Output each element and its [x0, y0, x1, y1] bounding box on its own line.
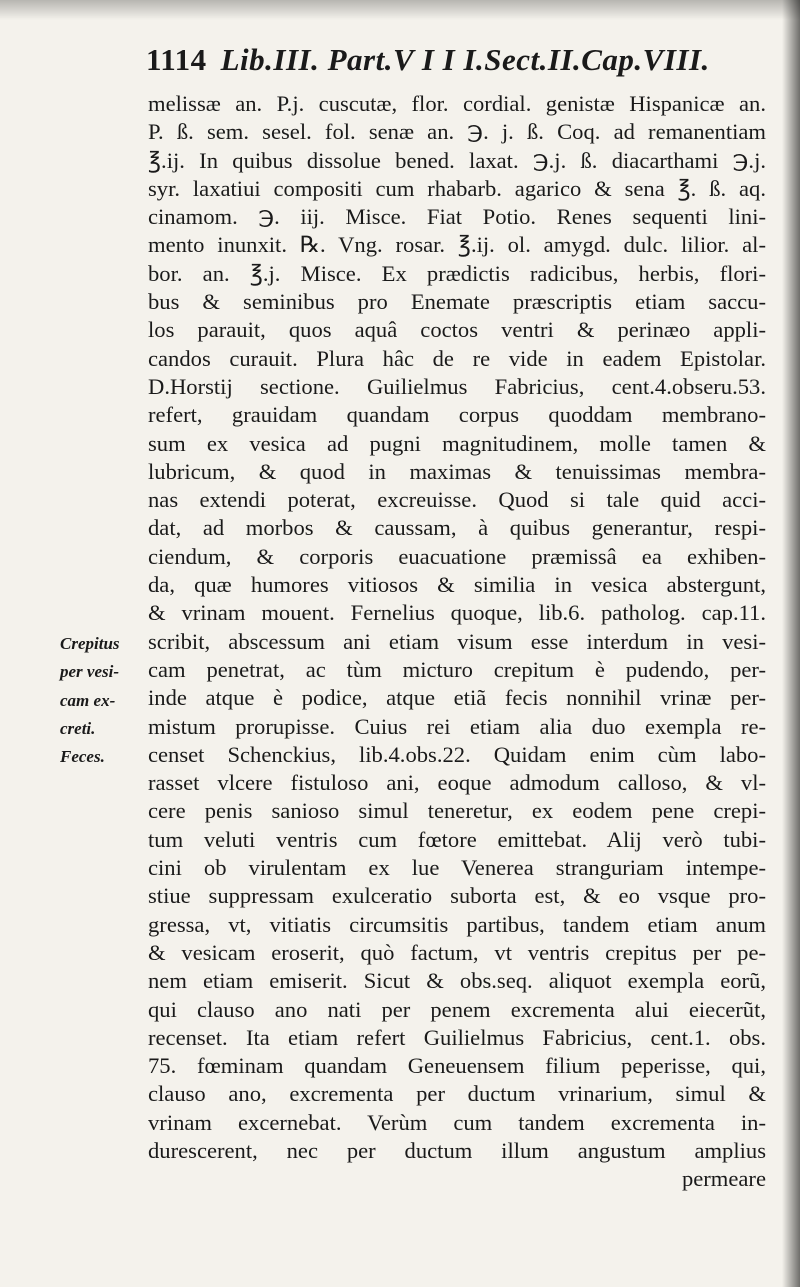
text-line: censet Schenckius, lib.4.obs.22. Quidam enim cùm labo-: [148, 741, 766, 767]
text-line: durescerent, nec per ductum illum angustum amplius: [148, 1137, 766, 1163]
text-line: cinamom. ℈. iij. Misce. Fiat Potio. Renes sequenti lini-: [148, 204, 766, 230]
text-line: cere penis sanioso simul teneretur, ex eodem pene crepi-: [148, 798, 766, 824]
text-line: bus & seminibus pro Enemate præscriptis etiam saccu-: [148, 289, 766, 315]
main-text-block: [148, 90, 766, 1194]
text-line: cini ob virulentam ex lue Venerea stranguriam intempe-: [148, 855, 766, 881]
running-header: [146, 42, 746, 78]
text-line: candos curauit. Plura hâc de re vide in eadem Epistolar.: [148, 345, 766, 371]
text-line: nem etiam emiserit. Sicut & obs.seq. aliquot exempla eorũ,: [148, 968, 766, 994]
text-line: P. ß. sem. sesel. fol. senæ an. ℈. j. ß. Coq. ad remanentiam: [148, 119, 766, 145]
page-gutter-shadow: [782, 0, 800, 1287]
margin-note-line: cam ex-: [60, 690, 116, 710]
text-line: syr. laxatiui compositi cum rhabarb. agarico & sena ℥. ß. aq.: [148, 175, 766, 201]
text-line: lubricum, & quod in maximas & tenuissimas membra-: [148, 458, 766, 484]
text-line: 75. fœminam quandam Geneuensem filium peperisse, qui,: [148, 1053, 766, 1079]
text-line: da, quæ humores vitiosos & similia in vesica abstergunt,: [148, 572, 766, 598]
text-line: ℥.ij. In quibus dissolue bened. laxat. ℈.j. ß. diacarthami ℈.j.: [148, 147, 766, 173]
text-line: recenset. Ita etiam refert Guilielmus Fabricius, cent.1. obs.: [148, 1024, 766, 1050]
margin-note-line: per vesi-: [60, 662, 120, 682]
text-line: nas extendi poterat, excreuisse. Quod si tale quid acci-: [148, 487, 766, 513]
margin-note-line: Crepitus: [60, 634, 120, 653]
text-line: D.Horstij sectione. Guilielmus Fabricius, cent.4.obseru.53.: [148, 373, 766, 399]
text-line: refert, grauidam quandam corpus quoddam membrano-: [148, 402, 766, 428]
text-line: los parauit, quos aquâ coctos ventri & perinæo appli-: [148, 317, 766, 343]
text-line: ciendum, & corporis euacuatione præmissâ ea exhiben-: [148, 543, 766, 569]
running-title: Lib.III. Part.V I I I.Sect.II.Cap.VIII.: [220, 42, 710, 77]
text-line: gressa, vt, vitiatis circumsitis partibus, tandem etiam anum: [148, 911, 766, 937]
catchword: permeare: [681, 1166, 766, 1192]
marginal-note: [60, 630, 152, 771]
text-line: scribit, abscessum ani etiam visum esse interdum in vesi-: [148, 628, 766, 654]
text-line: tum veluti ventris cum fœtore emittebat. Alij verò tubi-: [148, 826, 766, 852]
text-line: mento inunxit. ℞. Vng. rosar. ℥.ij. ol. amygd. dulc. lilior. al-: [148, 232, 766, 258]
text-line: inde atque è podice, atque etiã fecis nonnihil vrinæ per-: [148, 685, 766, 711]
text-line: stiue suppressam exulceratio suborta est, & eo vsque pro-: [148, 883, 766, 909]
margin-note-line: creti.: [60, 718, 96, 738]
text-line: melissæ an. P.j. cuscutæ, flor. cordial. genistæ Hispanicæ an.: [148, 91, 766, 116]
page-top-shadow: [0, 0, 800, 20]
text-line: vrinam excernebat. Verùm cum tandem excrementa in-: [148, 1109, 766, 1135]
text-line: dat, ad morbos & caussam, à quibus generantur, respi-: [148, 515, 766, 541]
text-line: & vesicam eroserit, quò factum, vt ventris crepitus per pe-: [148, 939, 766, 965]
text-line: mistum prorupisse. Cuius rei etiam alia duo exempla re-: [148, 713, 766, 739]
page-number: 1114: [146, 42, 207, 77]
text-line: sum ex vesica ad pugni magnitudinem, molle tamen &: [148, 430, 766, 456]
text-line: qui clauso ano nati per penem excrementa alui eiecerũt,: [148, 996, 766, 1022]
text-line: rasset vlcere fistuloso ani, eoque admodum calloso, & vl-: [148, 770, 766, 796]
text-line: bor. an. ℥.j. Misce. Ex prædictis radicibus, herbis, flori-: [148, 260, 766, 286]
text-line: & vrinam mouent. Fernelius quoque, lib.6. patholog. cap.11.: [148, 600, 766, 626]
text-line: clauso ano, excrementa per ductum vrinarium, simul &: [148, 1081, 766, 1107]
text-line: cam penetrat, ac tùm micturo crepitum è pudendo, per-: [148, 656, 766, 682]
margin-note-line: Feces.: [60, 747, 105, 767]
